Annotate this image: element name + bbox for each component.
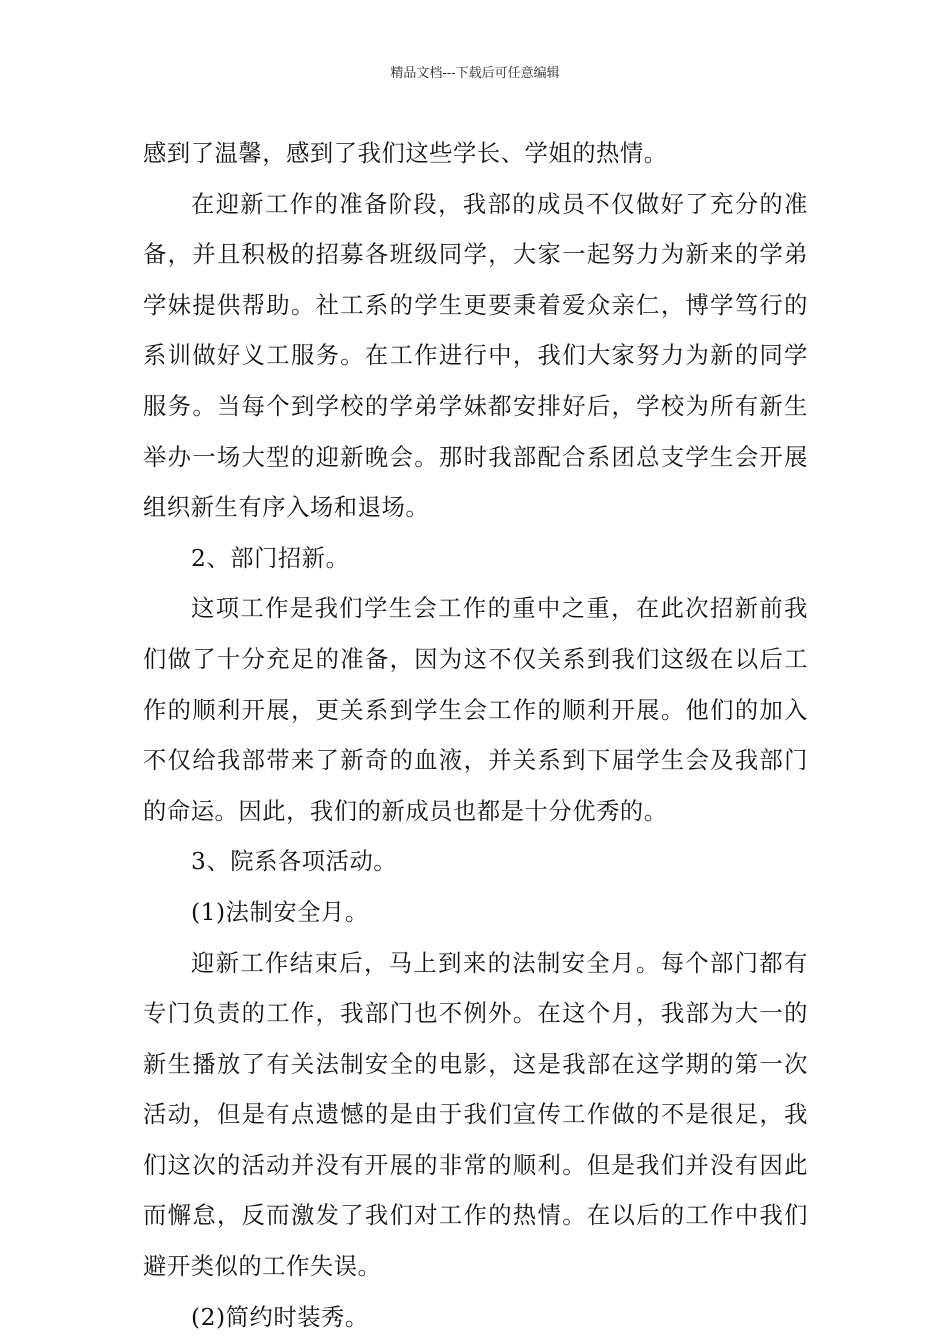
section-heading-activities: 3、院系各项活动。 [191,848,398,876]
paragraph-recruitment: 这项工作是我们学生会工作的重中之重，在此次招新前我们做了十分充足的准备，因为这不仅关系到我们这级在以后工作的顺利开展，更关系到学生会工作的顺利开展。他们的加入不仅给我部带来了新奇的血液，并关系到下届学生会及我部门的命运。因此，我们的新成员也都是十分优秀的。 [143,595,808,825]
subheading-legal-safety-month: (1)法制安全月。 [191,898,369,926]
page-header: 精品文档---下载后可任意编辑 [390,66,560,81]
paragraph-legal-safety-month: 迎新工作结束后，马上到来的法制安全月。每个部门都有专门负责的工作，我部门也不例外。在这个月，我部为大一的新生播放了有关法制安全的电影，这是我部在这学期的第一次活动，但是有点遗憾的是由于我们宣传工作做的不是很足，我们这次的活动并没有开展的非常的顺利。但是我们并没有因此而懈怠，反而激发了我们对工作的热情。在以后的工作中我们避开类似的工作失误。 [143,949,808,1281]
document-body [143,129,808,1343]
subheading-fashion-show: (2)简约时装秀。 [191,1303,369,1331]
paragraph-welcome-preparation: 在迎新工作的准备阶段，我部的成员不仅做好了充分的准备，并且积极的招募各班级同学，大家一起努力为新来的学弟学妹提供帮助。社工系的学生更要秉着爱众亲仁，博学笃行的系训做好义工服务。在工作进行中，我们大家努力为新的同学服务。当每个到学校的学弟学妹都安排好后，学校为所有新生举办一场大型的迎新晚会。那时我部配合系团总支学生会开展组织新生有序入场和退场。 [143,190,808,522]
paragraph-continuation: 感到了温馨，感到了我们这些学长、学姐的热情。 [143,140,668,167]
section-heading-recruitment: 2、部门招新。 [191,544,350,572]
